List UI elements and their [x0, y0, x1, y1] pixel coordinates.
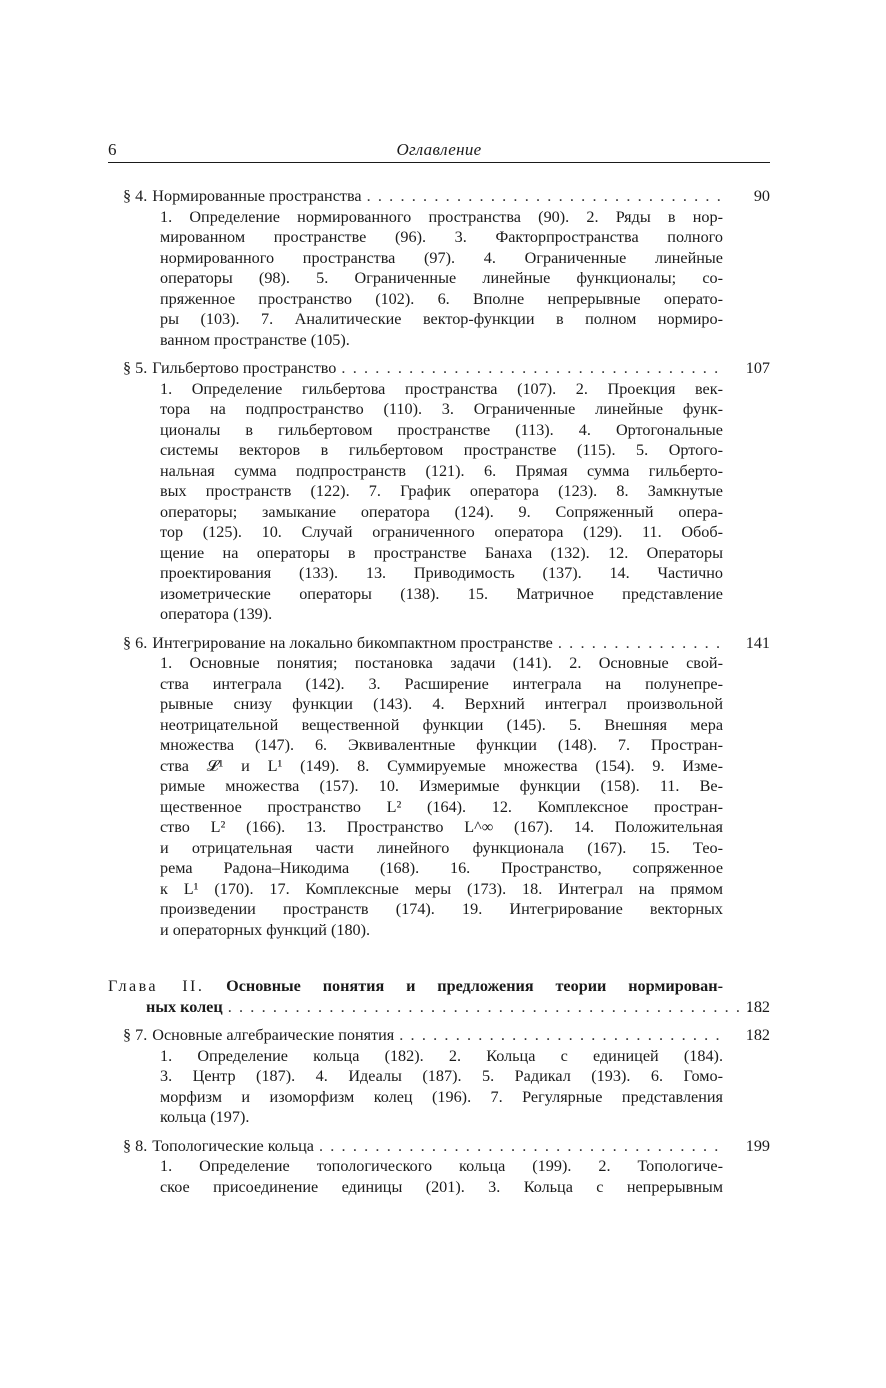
contents-line: ства интеграла (142). 3. Расширение интеграла на полунепре-: [160, 674, 723, 693]
contents-line: рывные снизу функции (143). 4. Верхний интеграл произвольной: [160, 695, 723, 713]
chapter-title: Основные понятия и предложения теории нормирован-: [226, 977, 723, 995]
section-contents: [160, 1156, 723, 1197]
chapter-page: 182: [745, 997, 770, 1016]
contents-line: рема Радона–Никодима (168). 16. Пространство, сопряженное: [160, 859, 723, 877]
toc-section-6: [108, 633, 770, 941]
section-page: 199: [745, 1136, 770, 1155]
leader-dots: [341, 358, 720, 379]
contents-line: ское присоединение единицы (201). 3. Кольца с непрерывным: [160, 1177, 723, 1196]
section-number: § 5.: [123, 359, 148, 377]
section-title: Интегрирование на локально бикомпактном пространстве: [152, 633, 553, 652]
toc-body: [108, 186, 770, 1205]
section-title: Нормированные пространства: [152, 187, 362, 205]
section-title: Топологические кольца: [152, 1136, 314, 1155]
toc-section-5: [108, 358, 770, 625]
section-number: § 6.: [123, 633, 148, 652]
leader-dots: [399, 1025, 720, 1046]
contents-line: 1. Определение гильбертова пространства (107). 2. Проекция век-: [160, 379, 723, 398]
toc-entry-line: [108, 358, 770, 379]
contents-line: оператора (139).: [160, 605, 273, 623]
toc-entry-line: [108, 1025, 770, 1046]
chapter-title-line: [108, 976, 723, 997]
chapter-label: Глава II.: [108, 977, 205, 995]
section-contents: [160, 653, 723, 940]
contents-line: ство L² (166). 13. Пространство L^∞ (167). 14. Положительная: [160, 818, 723, 836]
toc-section-4: [108, 186, 770, 350]
contents-line: ванном пространстве (105).: [160, 330, 350, 349]
section-page: 90: [753, 187, 770, 205]
contents-line: нормированного пространства (97). 4. Ограниченные линейные: [160, 248, 723, 267]
contents-line: операторы (98). 5. Ограниченные линейные функционалы; со-: [160, 269, 723, 287]
section-number: § 4.: [123, 187, 148, 205]
toc-section-8: [108, 1136, 770, 1198]
contents-line: ционалы в гильбертовом пространстве (113). 4. Ортогональные: [160, 420, 723, 439]
header-title: Оглавление: [396, 140, 482, 159]
chapter-heading: [108, 976, 770, 1017]
leader-dots: [367, 186, 720, 207]
running-header: [108, 140, 770, 163]
section-page: 141: [745, 633, 770, 652]
section-title: Гильбертово пространство: [152, 359, 337, 377]
contents-line: системы векторов в гильбертовом пространстве (115). 5. Ортого-: [160, 441, 723, 459]
contents-line: проектирования (133). 13. Приводимость (137). 14. Частично: [160, 564, 723, 582]
section-number: § 7.: [123, 1026, 148, 1044]
section-page: 107: [745, 359, 770, 377]
chapter-title-line: [108, 997, 770, 1018]
contents-line: вых пространств (122). 7. График оператора (123). 8. Замкнутые: [160, 482, 723, 500]
contents-line: операторы; замыкание оператора (124). 9. Сопряженный опера-: [160, 502, 723, 521]
toc-entry-line: [108, 1136, 770, 1157]
page-number: 6: [108, 140, 117, 159]
contents-line: 1. Определение нормированного пространства (90). 2. Ряды в нор-: [160, 207, 723, 226]
section-contents: [160, 207, 723, 351]
section-contents: [160, 379, 723, 625]
contents-line: множества (147). 6. Эквивалентные функции (148). 7. Простран-: [160, 736, 723, 754]
contents-line: нальная сумма подпространств (121). 6. Прямая сумма гильберто-: [160, 461, 723, 480]
section-title: Основные алгебраические понятия: [152, 1026, 395, 1044]
contents-line: ства 𝓛¹ и L¹ (149). 8. Суммируемые множества (154). 9. Изме-: [160, 756, 723, 775]
contents-line: и операторных функций (180).: [160, 920, 371, 939]
toc-entry-line: [108, 633, 770, 654]
contents-line: изометрические операторы (138). 15. Матричное представление: [160, 584, 723, 603]
contents-line: щение на операторы в пространстве Банаха (132). 12. Операторы: [160, 543, 723, 562]
contents-line: тора на подпространство (110). 3. Ограниченные линейные функ-: [160, 400, 723, 418]
section-contents: [160, 1046, 723, 1128]
contents-line: пряженное пространство (102). 6. Вполне непрерывные операто-: [160, 289, 723, 308]
contents-line: кольца (197).: [160, 1108, 250, 1126]
toc-entry-line: [108, 186, 770, 207]
contents-line: к L¹ (170). 17. Комплексные меры (173). 18. Интеграл на прямом: [160, 879, 723, 898]
section-page: 182: [745, 1026, 770, 1044]
contents-line: 3. Центр (187). 4. Идеалы (187). 5. Радикал (193). 6. Гомо-: [160, 1067, 723, 1085]
contents-line: произведении пространств (174). 19. Интегрирование векторных: [160, 900, 723, 918]
leader-dots: [319, 1136, 720, 1157]
contents-line: ры (103). 7. Аналитические вектор-функции в полном нормиро-: [160, 310, 723, 328]
contents-line: неотрицательной вещественной функции (145). 5. Внешняя мера: [160, 715, 723, 734]
contents-line: 1. Определение кольца (182). 2. Кольца с единицей (184).: [160, 1046, 723, 1065]
section-number: § 8.: [123, 1136, 148, 1155]
contents-line: 1. Определение топологического кольца (199). 2. Топологиче-: [160, 1157, 723, 1175]
contents-line: и отрицательная части линейного функционала (167). 15. Тео-: [160, 838, 723, 857]
contents-line: щественное пространство L² (164). 12. Комплексное простран-: [160, 797, 723, 816]
leader-dots: [228, 997, 766, 1018]
contents-line: морфизм и изоморфизм колец (196). 7. Регулярные представления: [160, 1087, 723, 1106]
contents-line: мированном пространстве (96). 3. Факторпространства полного: [160, 228, 723, 246]
toc-section-7: [108, 1025, 770, 1128]
contents-line: тор (125). 10. Случай ограниченного оператора (129). 11. Обоб-: [160, 523, 723, 541]
contents-line: римые множества (157). 10. Измеримые функции (158). 11. Ве-: [160, 777, 723, 795]
chapter-title-continued: ных колец: [146, 997, 223, 1016]
leader-dots: [558, 633, 720, 654]
contents-line: 1. Основные понятия; постановка задачи (141). 2. Основные свой-: [160, 654, 723, 672]
